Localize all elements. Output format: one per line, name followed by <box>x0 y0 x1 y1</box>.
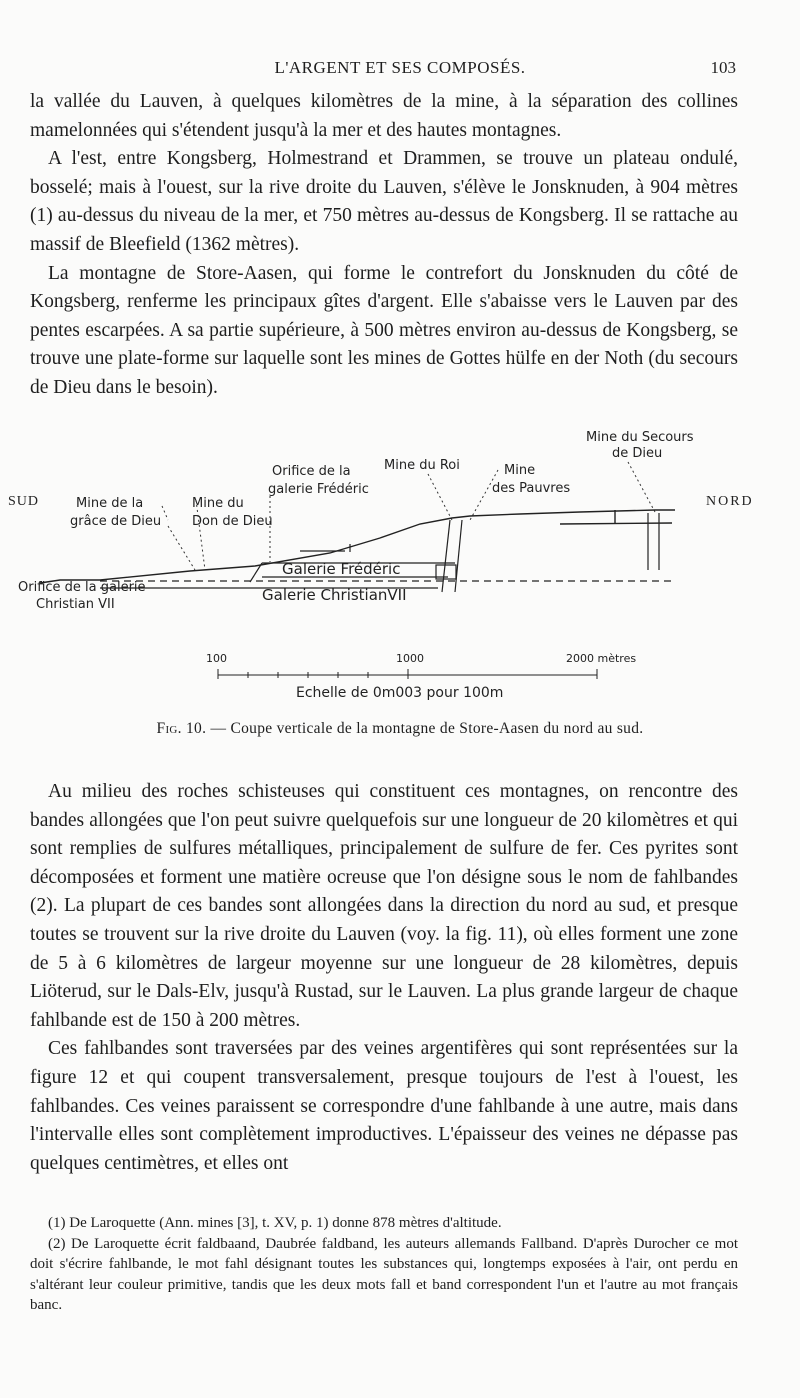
mine-grace-label: Mine de la <box>76 496 144 511</box>
mine-grace-label: grâce de Dieu <box>70 514 162 529</box>
nord-label: NORD <box>706 494 754 509</box>
footnote: (2) De Laroquette écrit faldbaand, Daubrée faldband, les auteurs allemands Fallband. D'après Durocher ce mot doit s'écrire fahlbande, le mot fahl désignant toutes les substances qui, longtemps exposées à l'air, ont perdu en s'altérant leur couleur primitive, tandis que les deux mots fall et band correspondent l'un et l'autre au mot français banc. <box>30 1235 738 1313</box>
running-header <box>0 58 800 82</box>
scale-tick: 100 <box>206 652 227 665</box>
orifice-christian-label: Christian VII <box>36 597 115 612</box>
paragraph: Ces fahlbandes sont traversées par des veines argentifères qui sont représentées sur la figure 12 et qui coupent transversalement, presque toujours de l'est à l'ouest, les fahlbandes. Ces veines paraissent se correspondre d'une fahlbande à une autre, mais dans l'intervalle elles sont complètement improductives. L'épaisseur des veines ne dépasse pas quelques centimètres, et elles ont <box>30 1038 738 1174</box>
footnotes <box>30 1213 738 1316</box>
mine-don-label: Mine du <box>192 496 244 511</box>
paragraph: Au milieu des roches schisteuses qui constituent ces montagnes, on rencontre des bandes allongées que l'on peut suivre quelquefois sur une longueur de 20 kilomètres et qui sont remplies de sulfures métalliques, principalement de sulfure de fer. Ces pyrites sont décomposées et forment une matière ocreuse que l'on désigne sous le nom de fahlbandes (2). La plupart de ces bandes sont allongées dans la direction du nord au sud, et presque toutes se trouvent sur la rive droite du Lauven (voy. la fig. 11), où elles forment une zone de 5 à 6 kilomètres de largeur moyenne sur une longueur de 28 kilomètres, depuis Liöterud, sur le Dals-Elv, jusqu'à Rustad, sur le Lauven. La plus grande largeur de chaque fahlbande est de 150 à 200 mètres. <box>30 781 738 1031</box>
mine-roi-label: Mine du Roi <box>384 458 460 473</box>
sud-label: SUD <box>8 494 40 509</box>
footnote: (1) De Laroquette (Ann. mines [3], t. XV, p. 1) donne 878 mètres d'altitude. <box>48 1215 502 1231</box>
body-text-top <box>30 88 738 403</box>
mine-secours-label: Mine du Secours <box>586 430 694 445</box>
scale-note: Echelle de 0m003 pour 100m <box>296 685 504 701</box>
running-title: L'ARGENT ET SES COMPOSÉS. <box>274 58 526 77</box>
orifice-christian-label: Orifice de la galerie <box>18 580 146 595</box>
caption-text: — Coupe verticale de la montagne de Store-Aasen du nord au sud. <box>210 720 644 737</box>
body-text-bottom <box>30 778 738 1178</box>
paragraph: A l'est, entre Kongsberg, Holmestrand et Drammen, se trouve un plateau ondulé, bosselé; mais à l'ouest, sur la rive droite du Lauven, s'élève le Jonsknuden, à 904 mètres (1) au-dessus du niveau de la mer, et 750 mètres au-dessus de Kongsberg. Il se rattache au massif de Bleefield (1362 mètres). <box>30 148 738 255</box>
scale-tick: 1000 <box>396 652 424 665</box>
paragraph: la vallée du Lauven, à quelques kilomètres de la mine, à la séparation des collines mamelonnées qui s'étendent jusqu'à la mer et des hautes montagnes. <box>30 91 738 141</box>
figure-caption <box>0 720 800 738</box>
section-diagram <box>0 420 800 750</box>
mine-secours-label: de Dieu <box>612 446 663 461</box>
caption-label: Fig. 10. <box>156 720 207 737</box>
orifice-frederic-label: galerie Frédéric <box>268 482 369 497</box>
paragraph: La montagne de Store-Aasen, qui forme le contrefort du Jonsknuden du côté de Kongsberg, renferme les principaux gîtes d'argent. Elle s'abaisse vers le Lauven par des pentes escarpées. A sa partie supérieure, à 500 mètres environ au-dessus de Kongsberg, se trouve une plate-forme sur laquelle sont les mines de Gottes hülfe en der Noth (du secours de Dieu dans le besoin). <box>30 262 738 398</box>
galerie-frederic-label: Galerie Frédéric <box>282 560 401 578</box>
mine-pauvres-label: des Pauvres <box>492 481 571 496</box>
mine-don-label: Don de Dieu <box>192 514 273 529</box>
scale-tick: 2000 mètres <box>566 652 637 665</box>
mine-pauvres-label: Mine <box>504 463 536 478</box>
orifice-frederic-label: Orifice de la <box>272 464 351 479</box>
page-number: 103 <box>710 58 736 77</box>
galerie-christian-label: Galerie ChristianVII <box>262 586 407 604</box>
